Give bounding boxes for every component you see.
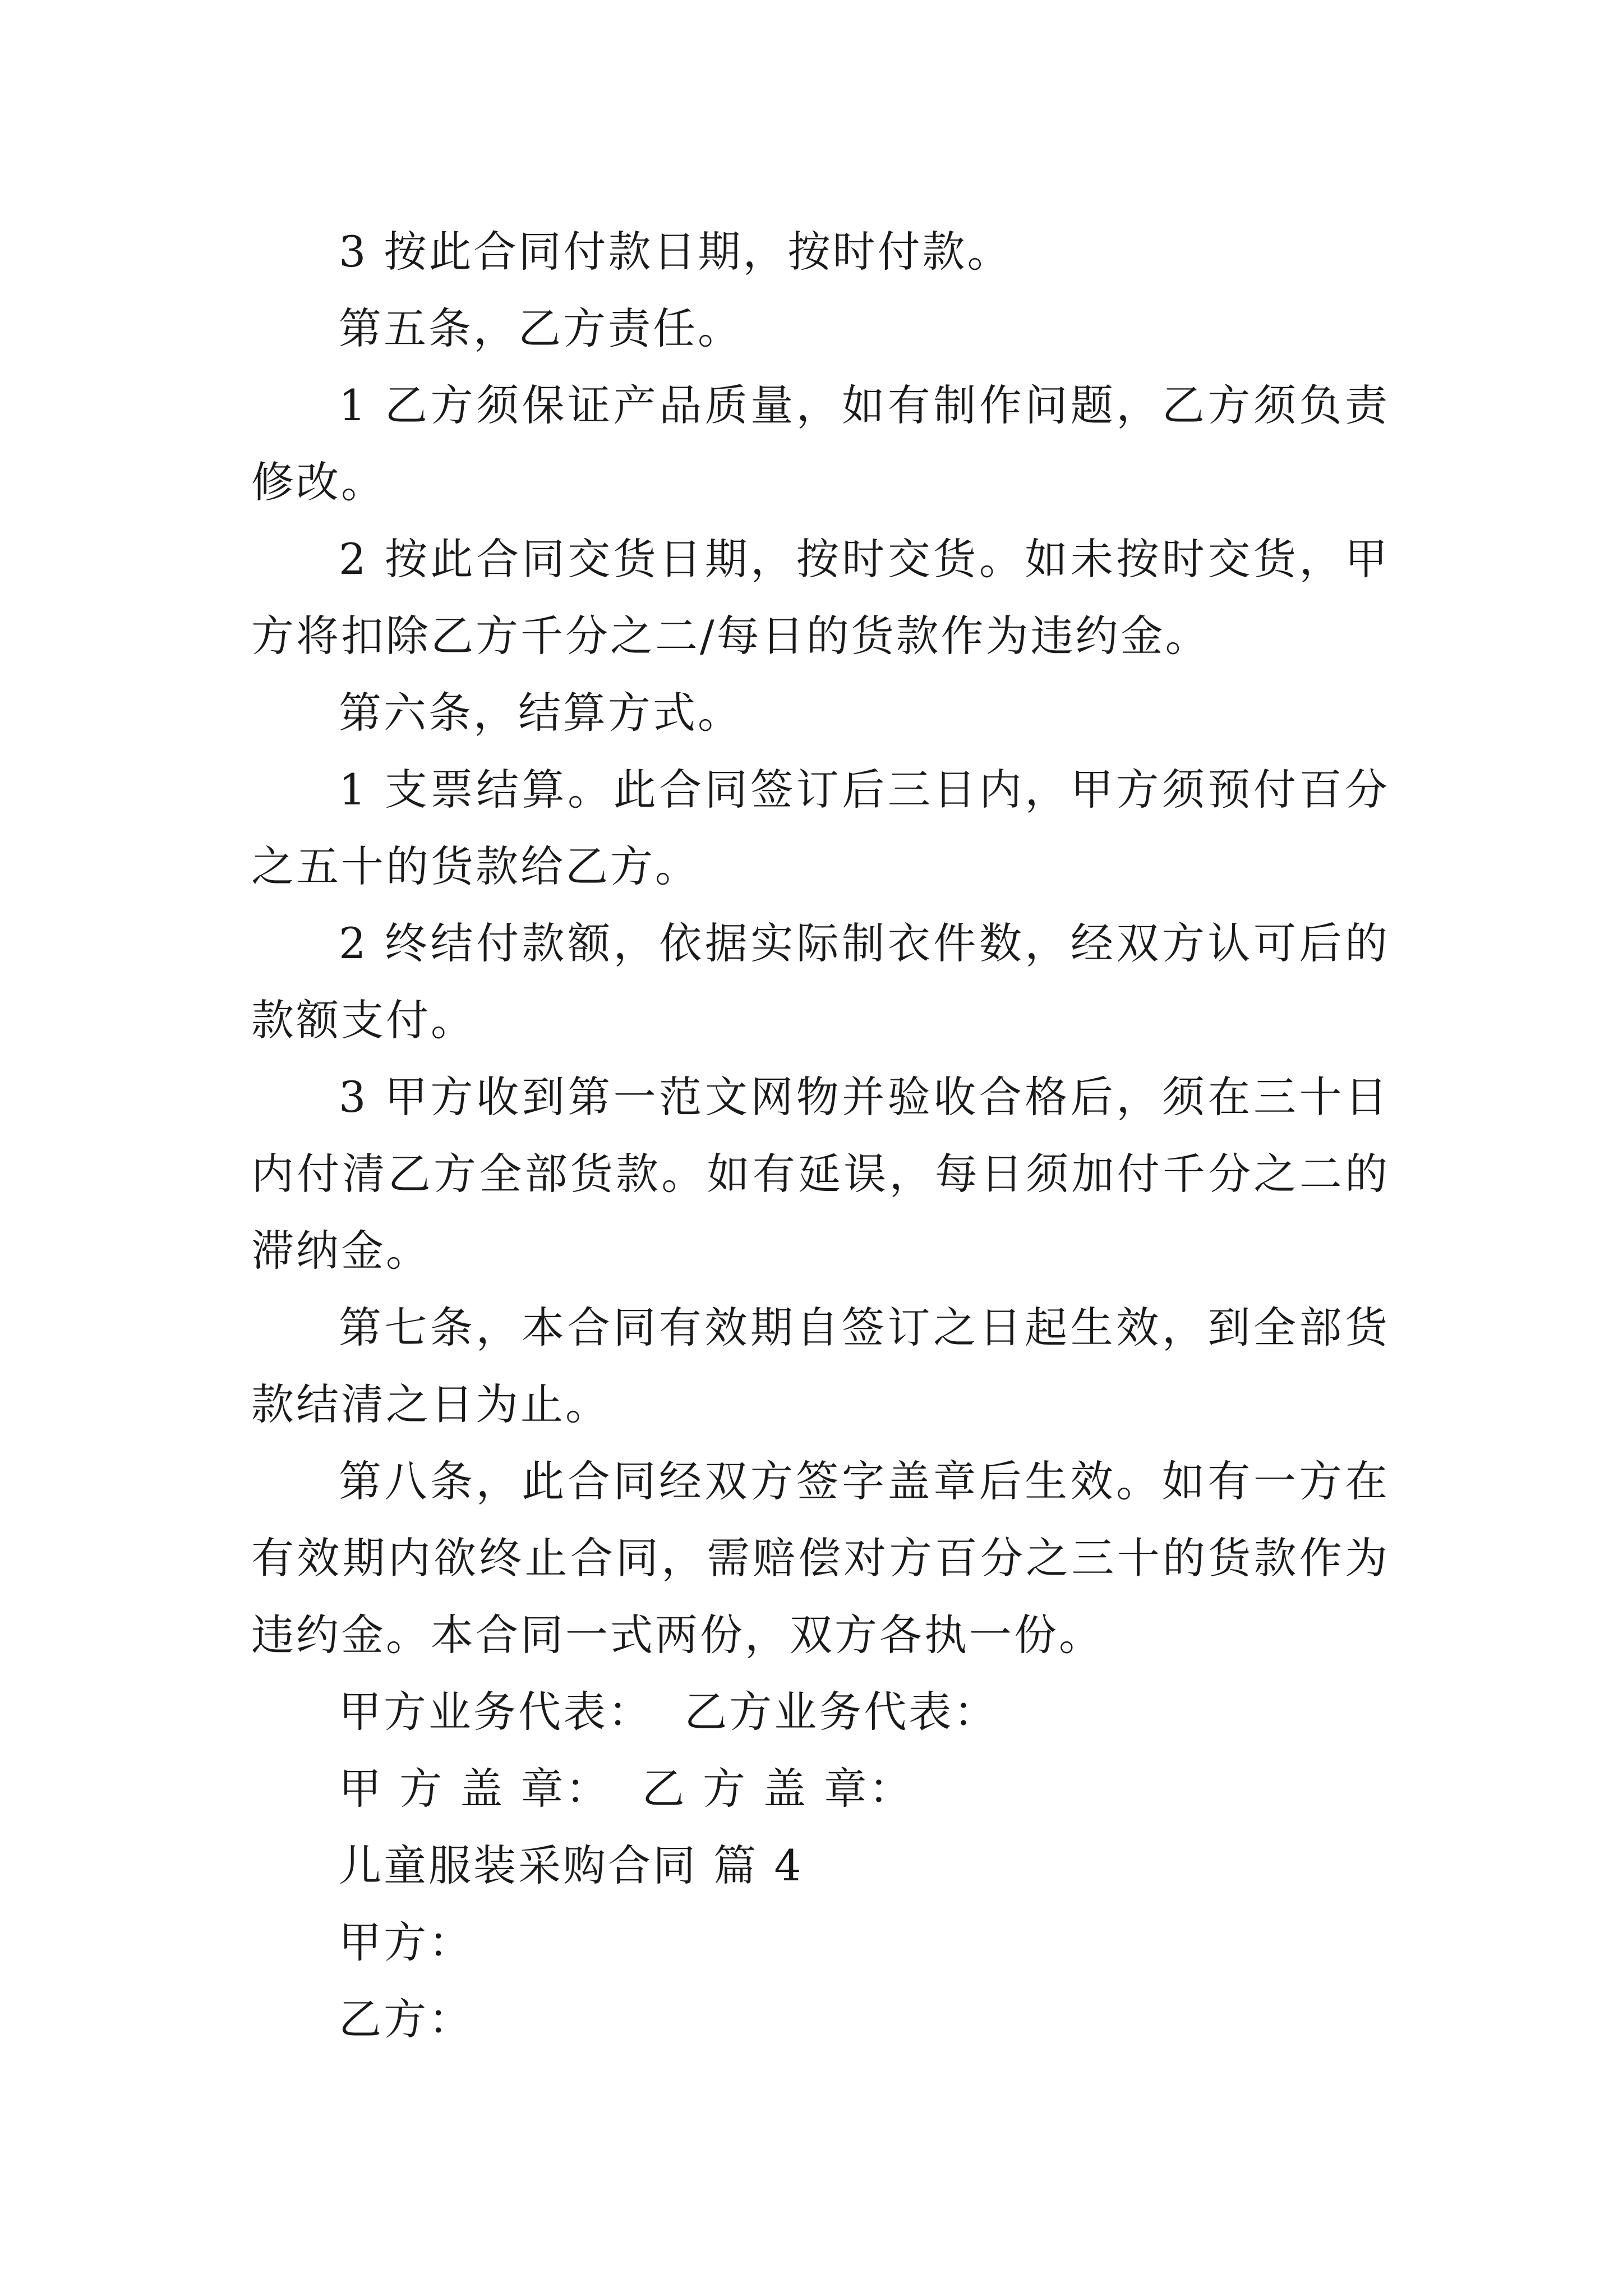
party-b-label: 乙方： — [339, 1994, 473, 2044]
signature-seals-line: 甲 方 盖 章： 乙 方 盖 章： — [339, 1764, 914, 1814]
party-a-label: 甲方： — [339, 1917, 473, 1967]
article-5-heading: 第五条，乙方责任。 — [339, 303, 743, 353]
article-8-effect: 第八条，此合同经双方签字盖章后生效。如有一方在有效期内欲终止合同，需赔偿对方百分之三十的货款作为违约金。本合同一式两份，双方各执一份。 — [251, 1456, 1390, 1660]
paragraph-cheque-settlement: 1 支票结算。此合同签订后三日内，甲方须预付百分之五十的货款给乙方。 — [251, 765, 1390, 891]
signature-representatives-line: 甲方业务代表： 乙方业务代表： — [339, 1687, 999, 1737]
article-6-heading: 第六条，结算方式。 — [339, 688, 743, 738]
paragraph-late-fee: 3 甲方收到第一范文网物并验收合格后，须在三十日内付清乙方全部货款。如有延误，每日须加付千分之二的滞纳金。 — [251, 1072, 1390, 1276]
article-7-validity: 第七条，本合同有效期自签订之日起生效，到全部货款结清之日为止。 — [251, 1303, 1390, 1429]
paragraph-final-payment: 2 终结付款额，依据实际制衣件数，经双方认可后的款额支付。 — [251, 918, 1390, 1045]
document-page — [251, 213, 1390, 2058]
paragraph-delivery-penalty: 2 按此合同交货日期，按时交货。如未按时交货，甲方将扣除乙方千分之二/每日的货款作为违约金。 — [251, 534, 1390, 661]
next-contract-title: 儿童服装采购合同 篇 4 — [339, 1841, 804, 1890]
paragraph-payment-on-time: 3 按此合同付款日期，按时付款。 — [339, 227, 1012, 277]
paragraph-quality-guarantee: 1 乙方须保证产品质量，如有制作问题，乙方须负责修改。 — [251, 380, 1390, 507]
